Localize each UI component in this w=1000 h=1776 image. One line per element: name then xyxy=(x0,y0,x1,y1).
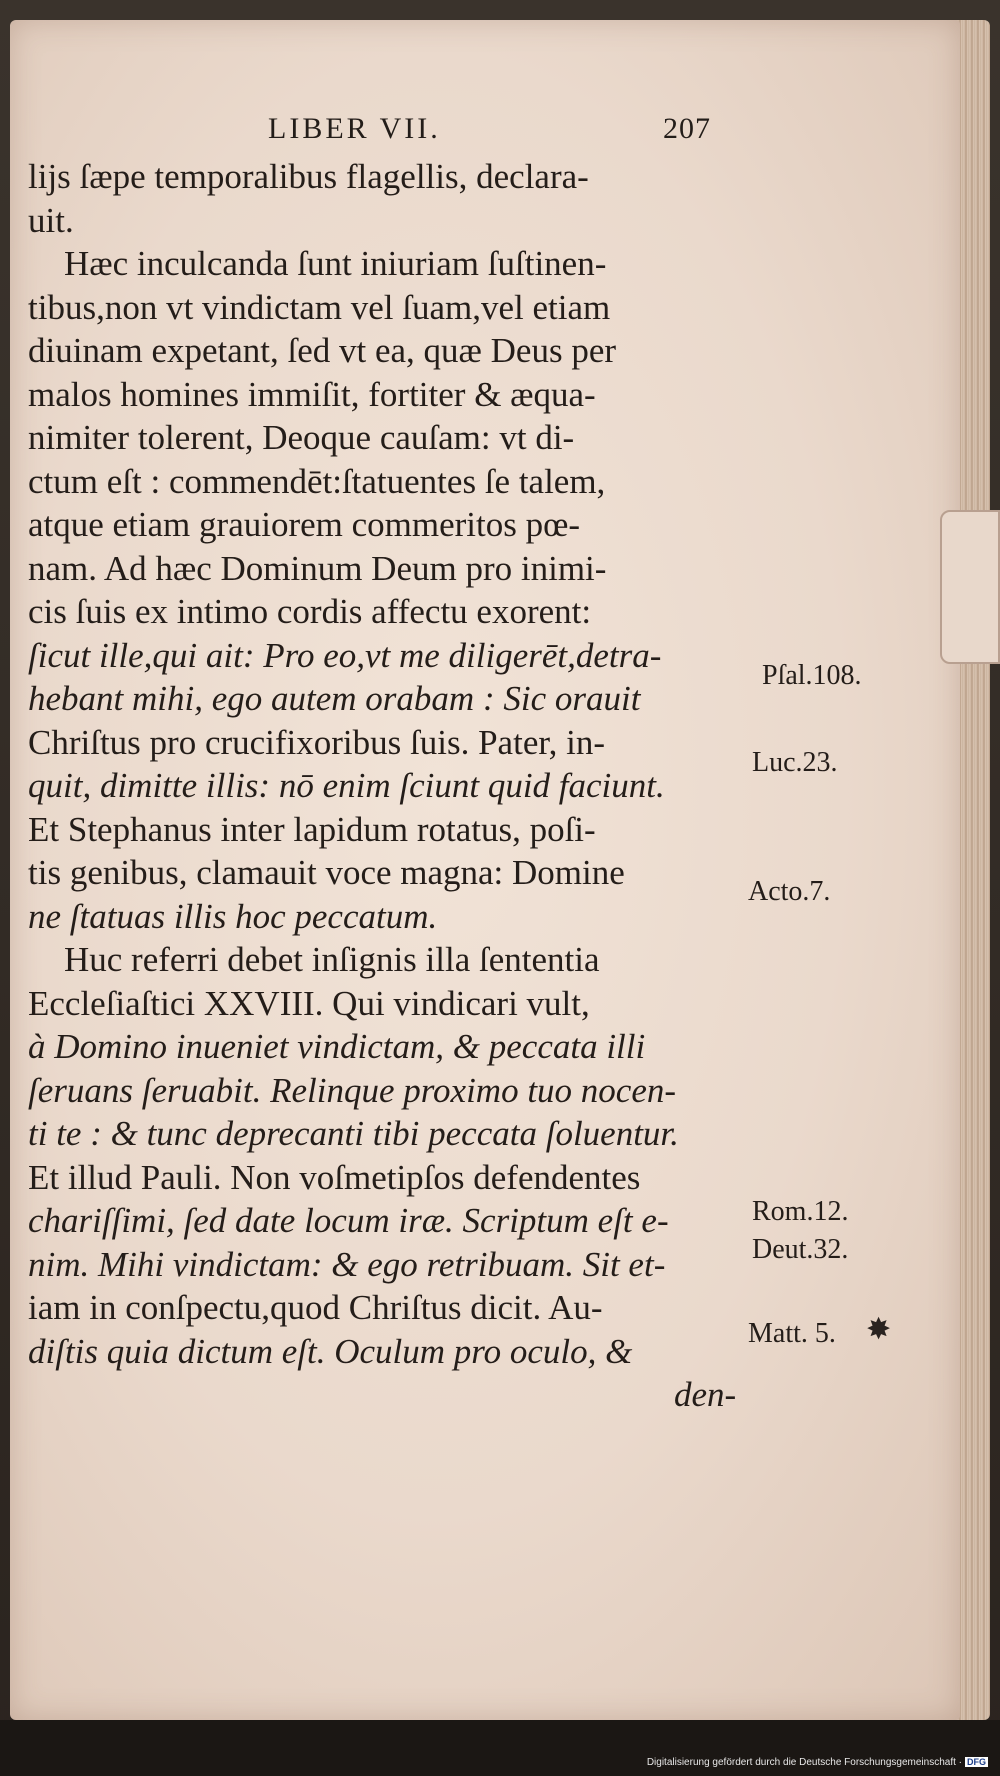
margin-note-acto: Acto.7. xyxy=(748,876,831,907)
credit-text: Digitalisierung gefördert durch die Deutsche Forschungsgemeinschaft · xyxy=(646,1757,962,1768)
text-line: malos homines immiſit, fortiter & æqua- xyxy=(28,374,596,414)
text-line: quit, dimitte illis: nō enim ſciunt quid faciunt. xyxy=(28,766,665,805)
text-line: ctum eſt : commendēt:ſtatuentes ſe talem, xyxy=(28,461,606,501)
text-line: nimiter tolerent, Deoque cauſam: vt di- xyxy=(28,418,575,457)
printer-ornament-icon: ✸ xyxy=(866,1313,892,1346)
text-line: ti te : & tunc deprecanti tibi peccata ſoluentur. xyxy=(28,1114,679,1153)
text-line: diuinam expetant, ſed vt ea, quæ Deus per xyxy=(28,331,617,370)
margin-note-psal: Pſal.108. xyxy=(762,660,862,691)
text-line: ſicut ille,qui ait: Pro eo,vt me diligerēt,detra- xyxy=(28,635,662,675)
text-line: Chriſtus pro crucifixoribus ſuis. Pater, in- xyxy=(28,722,605,762)
catchword: den- xyxy=(674,1375,737,1414)
text-line: atque etiam grauiorem commeritos pœ- xyxy=(28,505,581,544)
page-header xyxy=(0,112,1000,152)
text-line: diſtis quia dictum eſt. Oculum pro oculo, & xyxy=(28,1331,633,1371)
text-line: lijs ſæpe temporalibus flagellis, declara- xyxy=(28,157,589,196)
text-line: Eccleſiaſtici XXVIII. Qui vindicari vult, xyxy=(28,983,590,1023)
text-line: tis genibus, clamauit voce magna: Domine xyxy=(28,853,625,892)
text-line: Hæc inculcanda ſunt iniuriam ſuſtinen- xyxy=(64,244,607,283)
text-line: chariſſimi, ſed date locum iræ. Scriptum eſt e- xyxy=(28,1201,669,1240)
text-line: tibus,non vt vindictam vel ſuam,vel etiam xyxy=(28,287,611,327)
digitization-credit xyxy=(647,1757,988,1768)
margin-note-rom: Rom.12. xyxy=(752,1196,849,1227)
margin-note-matt: Matt. 5. xyxy=(748,1318,836,1349)
text-line: ne ſtatuas illis hoc peccatum. xyxy=(28,896,438,936)
text-line: cis ſuis ex intimo cordis affectu exorent: xyxy=(28,592,592,631)
body-text xyxy=(28,155,748,1417)
page-tab xyxy=(940,510,1000,664)
text-line: nam. Ad hæc Dominum Deum pro inimi- xyxy=(28,548,607,588)
text-line: hebant mihi, ego autem orabam : Sic orauit xyxy=(28,679,641,718)
text-line: Et illud Pauli. Non voſmetipſos defendentes xyxy=(28,1157,641,1197)
text-line: iam in conſpectu,quod Chriſtus dicit. Au- xyxy=(28,1288,603,1327)
running-title: LIBER VII. xyxy=(268,112,441,145)
text-line: Huc referri debet inſignis illa ſententia xyxy=(64,940,600,979)
page-number: 207 xyxy=(663,112,711,145)
text-line: nim. Mihi vindictam: & ego retribuam. Sit et- xyxy=(28,1244,666,1284)
text-line: à Domino inueniet vindictam, & peccata illi xyxy=(28,1027,646,1066)
dfg-logo: DFG xyxy=(967,1757,986,1767)
margin-note-luc: Luc.23. xyxy=(752,747,838,778)
margin-note-deut: Deut.32. xyxy=(752,1234,849,1265)
text-line: Et Stephanus inter lapidum rotatus, poſi- xyxy=(28,809,596,849)
text-line: uit. xyxy=(28,200,74,240)
text-line: ſeruans ſeruabit. Relinque proximo tuo nocen- xyxy=(28,1070,677,1110)
